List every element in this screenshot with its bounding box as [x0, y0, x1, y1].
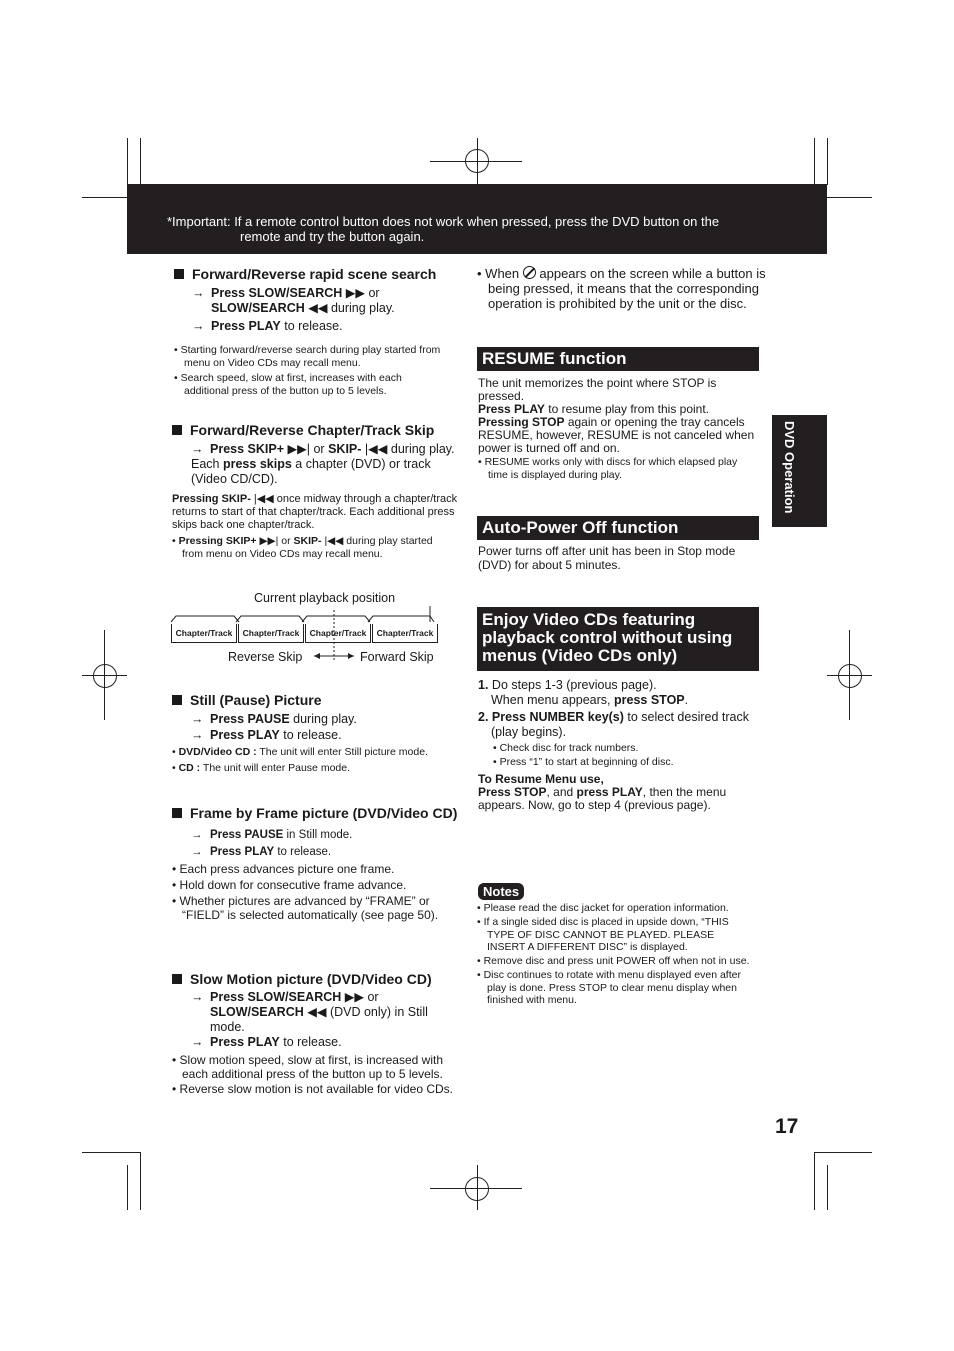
- side-tab-label: DVD Operation: [782, 421, 797, 514]
- note-text: Remove disc and press unit POWER off when not in use.: [483, 955, 750, 968]
- auto-power-body: [478, 545, 756, 572]
- note-text: Starting forward/reverse search during play started from menu on Video CDs may recall menu.: [180, 344, 441, 369]
- step-text: to release.: [284, 319, 343, 333]
- vcd-heading-text: Enjoy Video CDs featuring playback control without using menus (Video CDs only): [482, 610, 733, 665]
- chapter-skip-section: [172, 422, 458, 560]
- slow-motion-section: [172, 971, 460, 1096]
- note-text: RESUME works only with discs for which elapsed play time is displayed during play.: [484, 456, 738, 481]
- notes-badge: Notes: [478, 883, 524, 900]
- step-text: When menu appears,: [491, 693, 611, 707]
- note-item: • Remove disc and press unit POWER off when not in use.: [477, 955, 750, 968]
- note-text: appears on the screen while a button is being pressed, it means that the corresponding operation is prohibited by the unit or the disc.: [488, 266, 766, 311]
- chapter-track-cell: Chapter/Track: [171, 624, 237, 643]
- chapter-skip-heading: [172, 422, 458, 438]
- slow-heading-text: Slow Motion picture (DVD/Video CD): [190, 971, 432, 987]
- important-banner: [127, 184, 827, 254]
- chapter-track-cell: Chapter/Track: [305, 624, 371, 643]
- vcd-heading: [477, 607, 759, 671]
- body-text: , then the menu appears. Now, go to step 4 (previous page).: [478, 785, 727, 812]
- registration-target: [838, 664, 862, 688]
- chapter-track-cell: Chapter/Track: [238, 624, 304, 643]
- resume-menu-title: To Resume Menu use,: [478, 772, 604, 786]
- reverse-skip-label: Reverse Skip: [228, 650, 303, 664]
- crop-mark: [827, 1165, 828, 1210]
- square-bullet-icon: [172, 974, 182, 984]
- slow-note-1: • Slow motion speed, slow at first, is increased with each additional press of the button up to 5 levels.: [172, 1053, 443, 1081]
- step-text: Press PLAY: [210, 846, 275, 858]
- note-text: Check disc for track numbers.: [499, 742, 639, 754]
- skip-forward-icon: ▶▶|: [259, 535, 279, 547]
- frame-heading: [172, 805, 460, 821]
- crop-mark: [127, 138, 128, 185]
- chapter-menu-note: • Pressing SKIP+ ▶▶| or SKIP- |◀◀ during play started from menu on Video CDs may recall menu.: [172, 535, 433, 560]
- note-text: Search speed, slow at first, increases with each additional press of the button up to 5 levels.: [180, 372, 402, 397]
- rapid-note-2: • Search speed, slow at first, increases with each additional press of the button up to 5 levels.: [174, 372, 402, 397]
- resume-stop-line: [478, 416, 758, 455]
- rapid-search-section: [174, 266, 459, 397]
- note-text: The unit will enter Pause mode.: [202, 761, 350, 774]
- arrow-icon: →: [191, 442, 204, 456]
- resume-body: [478, 377, 758, 481]
- rapid-search-heading: [174, 266, 459, 282]
- prohibited-note: • When appears on the screen while a button is being pressed, it means that the corresponding operation is prohibited by the unit or the disc.: [477, 266, 766, 311]
- note-text: When: [485, 266, 520, 281]
- step-text: Press NUMBER key(s): [491, 710, 624, 724]
- arrow-icon: →: [191, 846, 203, 858]
- note-text: Reverse slow motion is not available for video CDs.: [179, 1082, 453, 1096]
- step-text: to release.: [283, 728, 342, 742]
- step-text: Each: [191, 457, 220, 471]
- chapter-each-press: [191, 457, 457, 487]
- crop-mark: [814, 1152, 815, 1210]
- step-text: SKIP-: [328, 442, 362, 456]
- square-bullet-icon: [174, 269, 184, 279]
- note-text: or: [281, 535, 291, 547]
- fast-forward-icon: ▶▶: [345, 286, 365, 300]
- body-text: , and: [546, 785, 574, 799]
- arrow-icon: →: [191, 829, 203, 841]
- frame-note-1: • Each press advances picture one frame.: [172, 862, 395, 876]
- note-text: once midway through a chapter/track returns to start of that chapter/track. Each additional press skips back one chapter/track.: [172, 493, 458, 531]
- still-note-2: • CD : The unit will enter Pause mode.: [172, 761, 350, 774]
- crop-mark: [82, 1152, 140, 1153]
- vcd-note-2: • Press “1” to start at beginning of disc.: [493, 755, 674, 768]
- step-text: during play.: [330, 301, 395, 315]
- note-text: The unit will enter Still picture mode.: [259, 746, 428, 758]
- step-text: Press PAUSE: [210, 829, 284, 841]
- vcd-step-2: [478, 710, 760, 740]
- section-side-tab: [772, 415, 827, 527]
- vcd-step-1: [478, 678, 760, 708]
- step-text: Do steps 1-3 (previous page).: [491, 678, 657, 692]
- frame-step-2: [191, 845, 458, 859]
- step-text: Press PLAY: [210, 728, 280, 742]
- important-note: [167, 214, 807, 244]
- still-step-2: [191, 728, 462, 743]
- chapter-skip-heading-text: Forward/Reverse Chapter/Track Skip: [190, 422, 435, 438]
- square-bullet-icon: [172, 425, 182, 435]
- arrow-icon: →: [191, 728, 204, 742]
- note-text: Whether pictures are advanced by “FRAME” or “FIELD” is selected automatically (see page 50).: [179, 894, 439, 922]
- vcd-body: [478, 678, 760, 812]
- rapid-step-1: [192, 286, 459, 316]
- step-text: Press SLOW/SEARCH: [210, 990, 342, 1004]
- slow-heading: [172, 971, 460, 987]
- still-picture-section: [172, 692, 462, 774]
- note-text: SKIP-: [293, 535, 322, 547]
- page-number: 17: [775, 1115, 799, 1138]
- step-text: Press PLAY: [210, 1035, 280, 1049]
- body-text: Press STOP: [478, 785, 547, 799]
- resume-heading-text: RESUME function: [482, 349, 627, 368]
- arrow-icon: →: [192, 319, 205, 333]
- skip-forward-icon: ▶▶|: [287, 442, 310, 456]
- crop-mark: [127, 1165, 128, 1210]
- slow-step-2: [191, 1035, 460, 1050]
- arrow-icon: →: [191, 712, 204, 726]
- chapter-step-1: [191, 442, 458, 457]
- step-text: or: [368, 286, 380, 300]
- important-line-1: *Important: If a remote control button does not work when pressed, press the DVD button on the: [167, 214, 720, 229]
- current-position-label: Current playback position: [254, 591, 396, 605]
- slow-note-2: • Reverse slow motion is not available for video CDs.: [172, 1082, 453, 1096]
- registration-target: [465, 1177, 489, 1201]
- forward-skip-label: Forward Skip: [360, 650, 434, 664]
- step-text: to release.: [277, 846, 332, 858]
- body-text: Power turns off after unit has been in Stop mode (DVD) for about 5 minutes.: [478, 544, 736, 572]
- step-text: SLOW/SEARCH: [210, 1005, 304, 1019]
- note-text: Disc continues to rotate with menu displayed even after play is done. Press STOP to clear menu display when finished with menu.: [483, 969, 741, 1007]
- frame-step-1: [191, 828, 458, 842]
- vcd-note-1: • Check disc for track numbers.: [493, 742, 639, 754]
- note-item: • If a single sided disc is placed in upside down, “THIS TYPE OF DISC CANNOT BE PLAYED. PLEASE INSERT A DIFFERENT DISC” is displayed.: [477, 916, 729, 953]
- notes-list: [477, 902, 755, 1006]
- frame-heading-text: Frame by Frame picture (DVD/Video CD): [190, 805, 458, 821]
- still-heading: [172, 692, 462, 708]
- square-bullet-icon: [172, 808, 182, 818]
- crop-mark: [140, 1152, 141, 1210]
- step-text: or: [313, 442, 325, 456]
- arrow-icon: →: [191, 1035, 204, 1049]
- note-text: If a single sided disc is placed in upside down, “THIS TYPE OF DISC CANNOT BE PLAYED. PLEASE INSERT A DIFFERENT DISC” is displayed.: [483, 916, 729, 953]
- step-text: (DVD only) in Still mode.: [210, 1005, 428, 1034]
- still-step-1: [191, 712, 462, 727]
- step-text: during play.: [390, 442, 455, 456]
- chapter-track-cell: Chapter/Track: [372, 624, 438, 643]
- step-text: .: [684, 693, 689, 707]
- auto-power-heading-text: Auto-Power Off function: [482, 518, 679, 537]
- crop-mark: [827, 138, 828, 185]
- note-text: Hold down for consecutive frame advance.: [179, 878, 407, 892]
- square-bullet-icon: [172, 695, 182, 705]
- step-number: 2.: [478, 710, 489, 724]
- fast-forward-icon: ▶▶: [344, 990, 364, 1004]
- body-text: press PLAY: [576, 785, 643, 799]
- skip-back-icon: |◀◀: [324, 535, 344, 547]
- rewind-icon: ◀◀: [308, 301, 328, 315]
- important-line-2: remote and try the button again.: [240, 229, 425, 244]
- note-text: Pressing SKIP+: [178, 535, 257, 547]
- body-text: Press PLAY: [478, 402, 545, 416]
- frame-note-3: • Whether pictures are advanced by “FRAME” or “FIELD” is selected automatically (see page 50).: [172, 894, 439, 922]
- body-text: Pressing STOP: [478, 415, 565, 429]
- chapter-skip-back-note: [172, 493, 458, 532]
- prohibited-icon: [523, 266, 536, 279]
- resume-heading: [477, 347, 759, 371]
- note-item: • Disc continues to rotate with menu displayed even after play is done. Press STOP to clear menu display when finished with menu.: [477, 969, 741, 1007]
- step-text: press skips: [222, 457, 292, 471]
- body-text: again or opening the tray cancels RESUME, however, RESUME is not canceled when power is turned off and on.: [478, 415, 755, 455]
- skip-back-icon: |◀◀: [253, 493, 274, 505]
- note-text: Press “1” to start at beginning of disc.: [499, 755, 674, 768]
- body-text: The unit memorizes the point where STOP is pressed.: [478, 376, 717, 403]
- auto-power-heading: [477, 516, 759, 540]
- step-text: Press SKIP+: [210, 442, 285, 456]
- registration-target: [93, 664, 117, 688]
- step-text: Press SLOW/SEARCH: [211, 286, 343, 300]
- step-text: Press PAUSE: [210, 712, 290, 726]
- rewind-icon: ◀◀: [307, 1005, 327, 1019]
- still-note-1: • DVD/Video CD : The unit will enter Still picture mode.: [172, 746, 428, 758]
- arrow-icon: →: [192, 286, 205, 300]
- resume-note: • RESUME works only with discs for which elapsed play time is displayed during play.: [478, 456, 738, 481]
- rapid-note-1: • Starting forward/reverse search during play started from menu on Video CDs may recall menu.: [174, 344, 441, 369]
- rapid-step-2: [192, 319, 459, 334]
- note-text: CD :: [178, 761, 201, 774]
- rapid-search-heading-text: Forward/Reverse rapid scene search: [192, 266, 437, 282]
- step-text: press STOP: [614, 693, 685, 707]
- note-text: Slow motion speed, slow at first, is increased with each additional press of the button up to 5 levels.: [179, 1053, 443, 1081]
- step-text: in Still mode.: [286, 829, 353, 841]
- chapter-track-row: [171, 624, 439, 644]
- note-text: during play started from menu on Video CDs may recall menu.: [182, 535, 433, 560]
- step-text: to release.: [283, 1035, 342, 1049]
- step-text: to select desired track (play begins).: [491, 710, 749, 739]
- slow-step-1: [191, 990, 460, 1035]
- frame-by-frame-section: [172, 805, 458, 922]
- step-text: or: [367, 990, 379, 1004]
- step-text: SLOW/SEARCH: [211, 301, 305, 315]
- note-item: • Please read the disc jacket for operation information.: [477, 902, 729, 914]
- note-text: Pressing SKIP-: [172, 493, 251, 505]
- note-text: Please read the disc jacket for operation information.: [483, 902, 729, 914]
- step-text: Press PLAY: [211, 319, 281, 333]
- body-text: to resume play from this point.: [548, 402, 710, 416]
- crop-mark: [814, 1152, 872, 1153]
- still-heading-text: Still (Pause) Picture: [190, 692, 322, 708]
- frame-note-2: • Hold down for consecutive frame advance.: [172, 878, 407, 892]
- note-text: Each press advances picture one frame.: [179, 862, 395, 876]
- arrow-icon: →: [191, 990, 204, 1004]
- note-text: DVD/Video CD :: [178, 746, 257, 758]
- skip-back-icon: |◀◀: [364, 442, 388, 456]
- registration-target: [465, 149, 489, 173]
- resume-menu-text: [478, 786, 760, 812]
- step-text: during play.: [293, 712, 357, 726]
- step-number: 1.: [478, 678, 489, 692]
- step-text: a chapter (DVD) or track (Video CD/CD).: [191, 457, 431, 486]
